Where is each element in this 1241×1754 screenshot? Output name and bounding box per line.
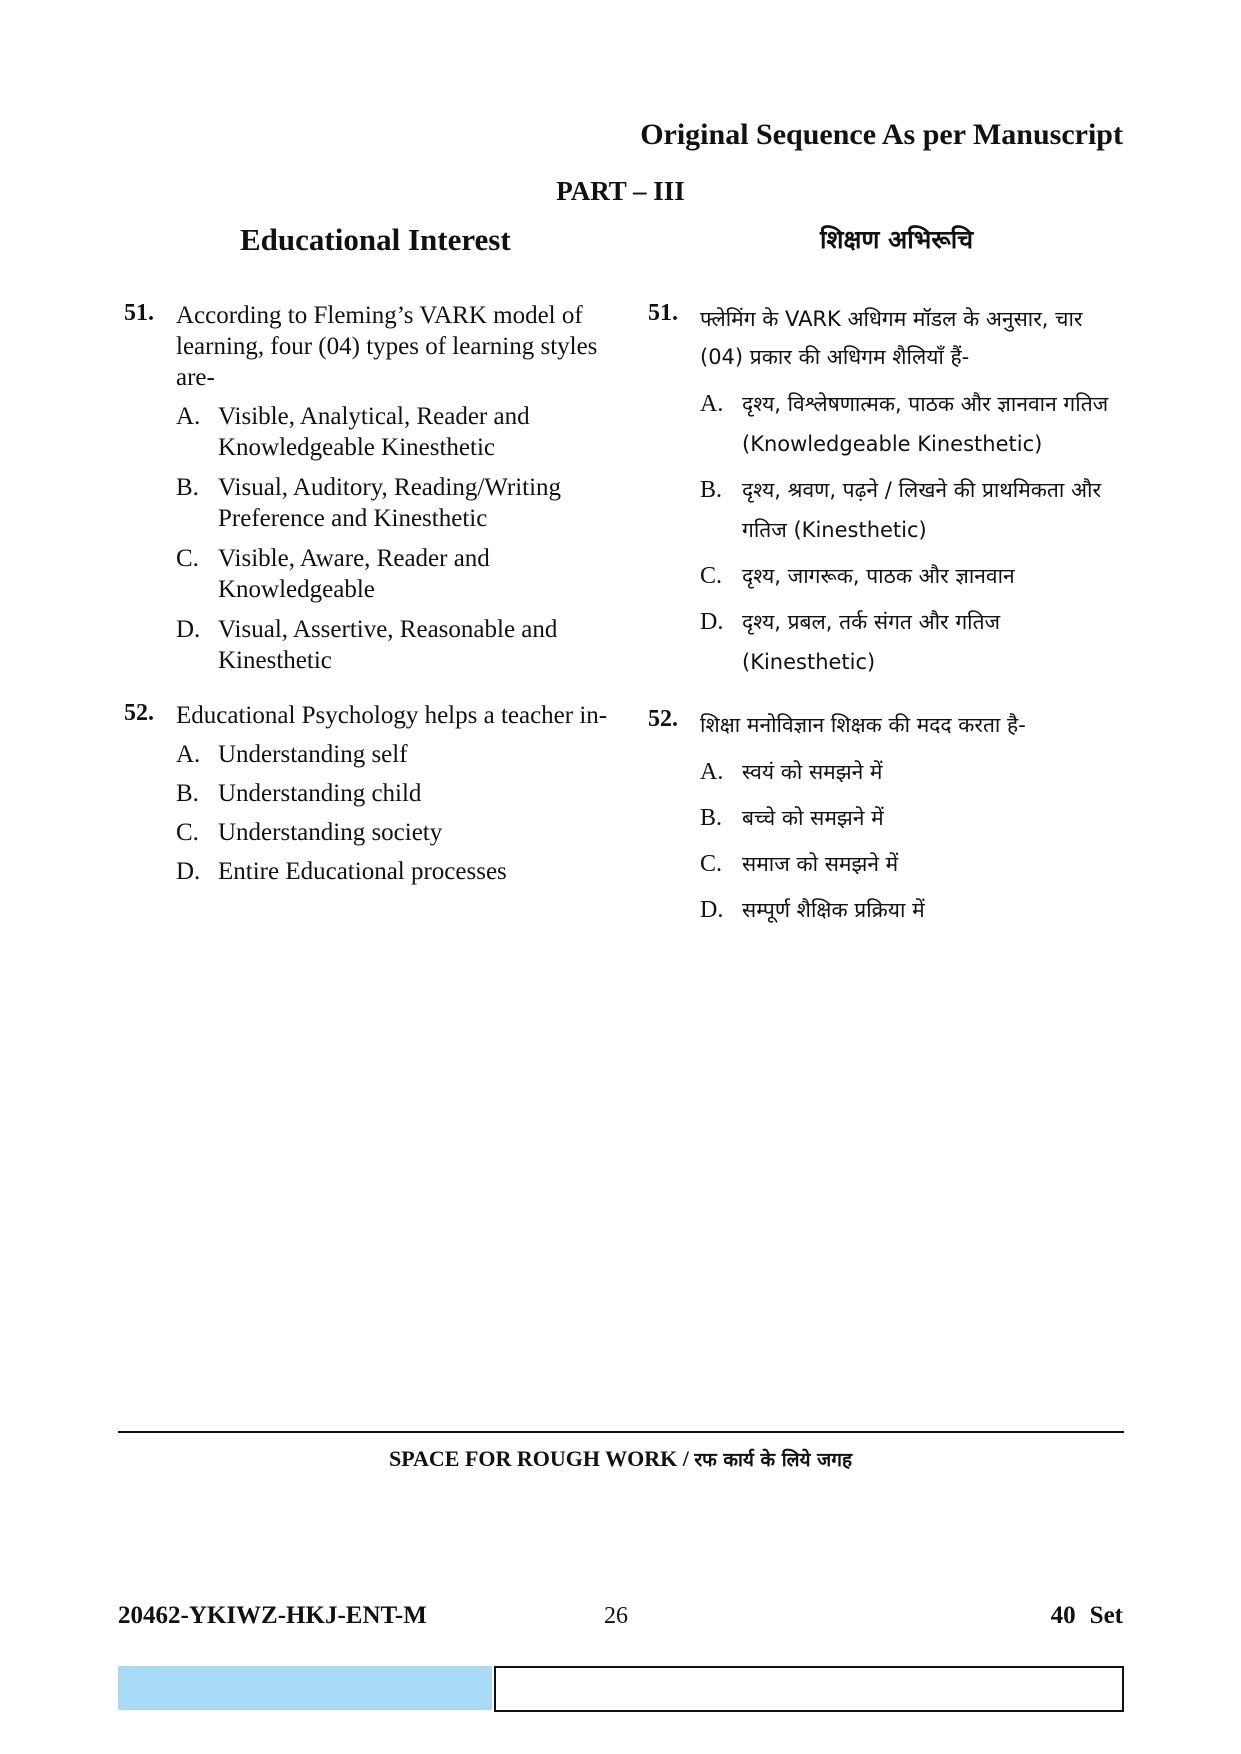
booklet-code: 20462-YKIWZ-HKJ-ENT-M	[118, 1602, 427, 1629]
question-52-english	[124, 700, 614, 887]
footer-color-bar	[118, 1666, 492, 1710]
option-letter: B.	[176, 474, 199, 501]
option-c	[176, 817, 614, 848]
rough-work-label	[0, 1446, 1241, 1472]
option-a	[176, 401, 614, 463]
option-text: सम्पूर्ण शैक्षिक प्रक्रिया में	[742, 898, 925, 922]
option-c	[700, 556, 1118, 596]
option-letter: D.	[700, 609, 724, 635]
option-text: दृश्य, प्रबल, तर्क संगत और गतिज (Kinesthetic)	[742, 610, 1001, 674]
options-list	[176, 739, 614, 887]
option-b	[176, 778, 614, 809]
option-b	[700, 470, 1118, 550]
set-label: Set	[1089, 1602, 1123, 1629]
option-text: Understanding society	[218, 819, 443, 846]
option-text: दृश्य, जागरूक, पाठक और ज्ञानवान	[742, 564, 1015, 588]
option-letter: B.	[700, 477, 723, 503]
option-d	[700, 890, 1118, 930]
question-51-hindi	[648, 300, 1118, 682]
option-letter: A.	[176, 741, 201, 768]
option-letter: D.	[176, 616, 201, 643]
option-text: Understanding child	[218, 780, 422, 807]
option-letter: B.	[700, 805, 723, 831]
option-d	[176, 856, 614, 887]
option-d	[700, 602, 1118, 682]
option-letter: C.	[700, 851, 723, 877]
options-list	[700, 752, 1118, 930]
footer-empty-box	[494, 1666, 1124, 1712]
rough-work-label-hindi: रफ कार्य के लिये जगह	[694, 1449, 853, 1471]
question-number: 52.	[124, 700, 154, 726]
option-a	[176, 739, 614, 770]
option-text: बच्चे को समझने में	[742, 806, 884, 830]
option-letter: C.	[176, 819, 199, 846]
page-number: 26	[604, 1603, 628, 1629]
question-number: 51.	[124, 300, 154, 326]
options-list	[700, 384, 1118, 682]
option-c	[700, 844, 1118, 884]
option-text: समाज को समझने में	[742, 852, 899, 876]
question-number: 51.	[648, 300, 678, 326]
option-d	[176, 614, 614, 676]
question-text: फ्लेमिंग के VARK अधिगम मॉडल के अनुसार, चार (04) प्रकार की अधिगम शैलियाँ हैं-	[700, 307, 1083, 369]
option-text: Visual, Assertive, Reasonable and Kinesthetic	[218, 616, 558, 674]
option-text: स्वयं को समझने में	[742, 760, 883, 784]
option-letter: D.	[176, 858, 201, 885]
part-title: PART – III	[556, 176, 685, 206]
option-letter: A.	[176, 403, 201, 430]
question-51-english	[124, 300, 614, 676]
question-number: 52.	[648, 706, 678, 732]
option-letter: B.	[176, 780, 199, 807]
option-letter: A.	[700, 759, 724, 785]
options-list	[176, 401, 614, 676]
option-text: Visible, Analytical, Reader and Knowledgeable Kinesthetic	[218, 403, 530, 461]
option-c	[176, 543, 614, 605]
hindi-questions-column	[648, 300, 1118, 954]
rough-work-label-english: SPACE FOR ROUGH WORK /	[388, 1446, 695, 1471]
question-text: शिक्षा मनोविज्ञान शिक्षक की मदद करता है-	[700, 713, 1026, 737]
section-title-english: Educational Interest	[240, 222, 511, 257]
english-questions-column	[124, 300, 614, 911]
option-letter: A.	[700, 391, 724, 417]
option-letter: C.	[700, 563, 723, 589]
option-text: Understanding self	[218, 741, 408, 768]
question-text: Educational Psychology helps a teacher in-	[176, 702, 608, 729]
section-title-hindi: शिक्षण अभिरूचि	[820, 225, 974, 254]
option-letter: D.	[700, 897, 724, 923]
option-a	[700, 752, 1118, 792]
option-text: दृश्य, विश्लेषणात्मक, पाठक और ज्ञानवान गतिज (Knowledgeable Kinesthetic)	[742, 392, 1109, 456]
option-text: Entire Educational processes	[218, 858, 507, 885]
option-b	[700, 798, 1118, 838]
option-b	[176, 472, 614, 534]
option-text: दृश्य, श्रवण, पढ़ने / लिखने की प्राथमिकता और गतिज (Kinesthetic)	[742, 478, 1102, 542]
option-a	[700, 384, 1118, 464]
question-52-hindi	[648, 706, 1118, 930]
rough-work-divider	[118, 1431, 1124, 1433]
set-number: 40	[1050, 1602, 1076, 1629]
option-text: Visual, Auditory, Reading/Writing Preference and Kinesthetic	[218, 474, 562, 532]
option-text: Visible, Aware, Reader and Knowledgeable	[218, 545, 490, 603]
option-letter: C.	[176, 545, 199, 572]
sequence-title: Original Sequence As per Manuscript	[640, 118, 1123, 151]
set-indicator	[1051, 1602, 1123, 1630]
question-text: According to Fleming’s VARK model of learning, four (04) types of learning styles are-	[176, 302, 598, 391]
